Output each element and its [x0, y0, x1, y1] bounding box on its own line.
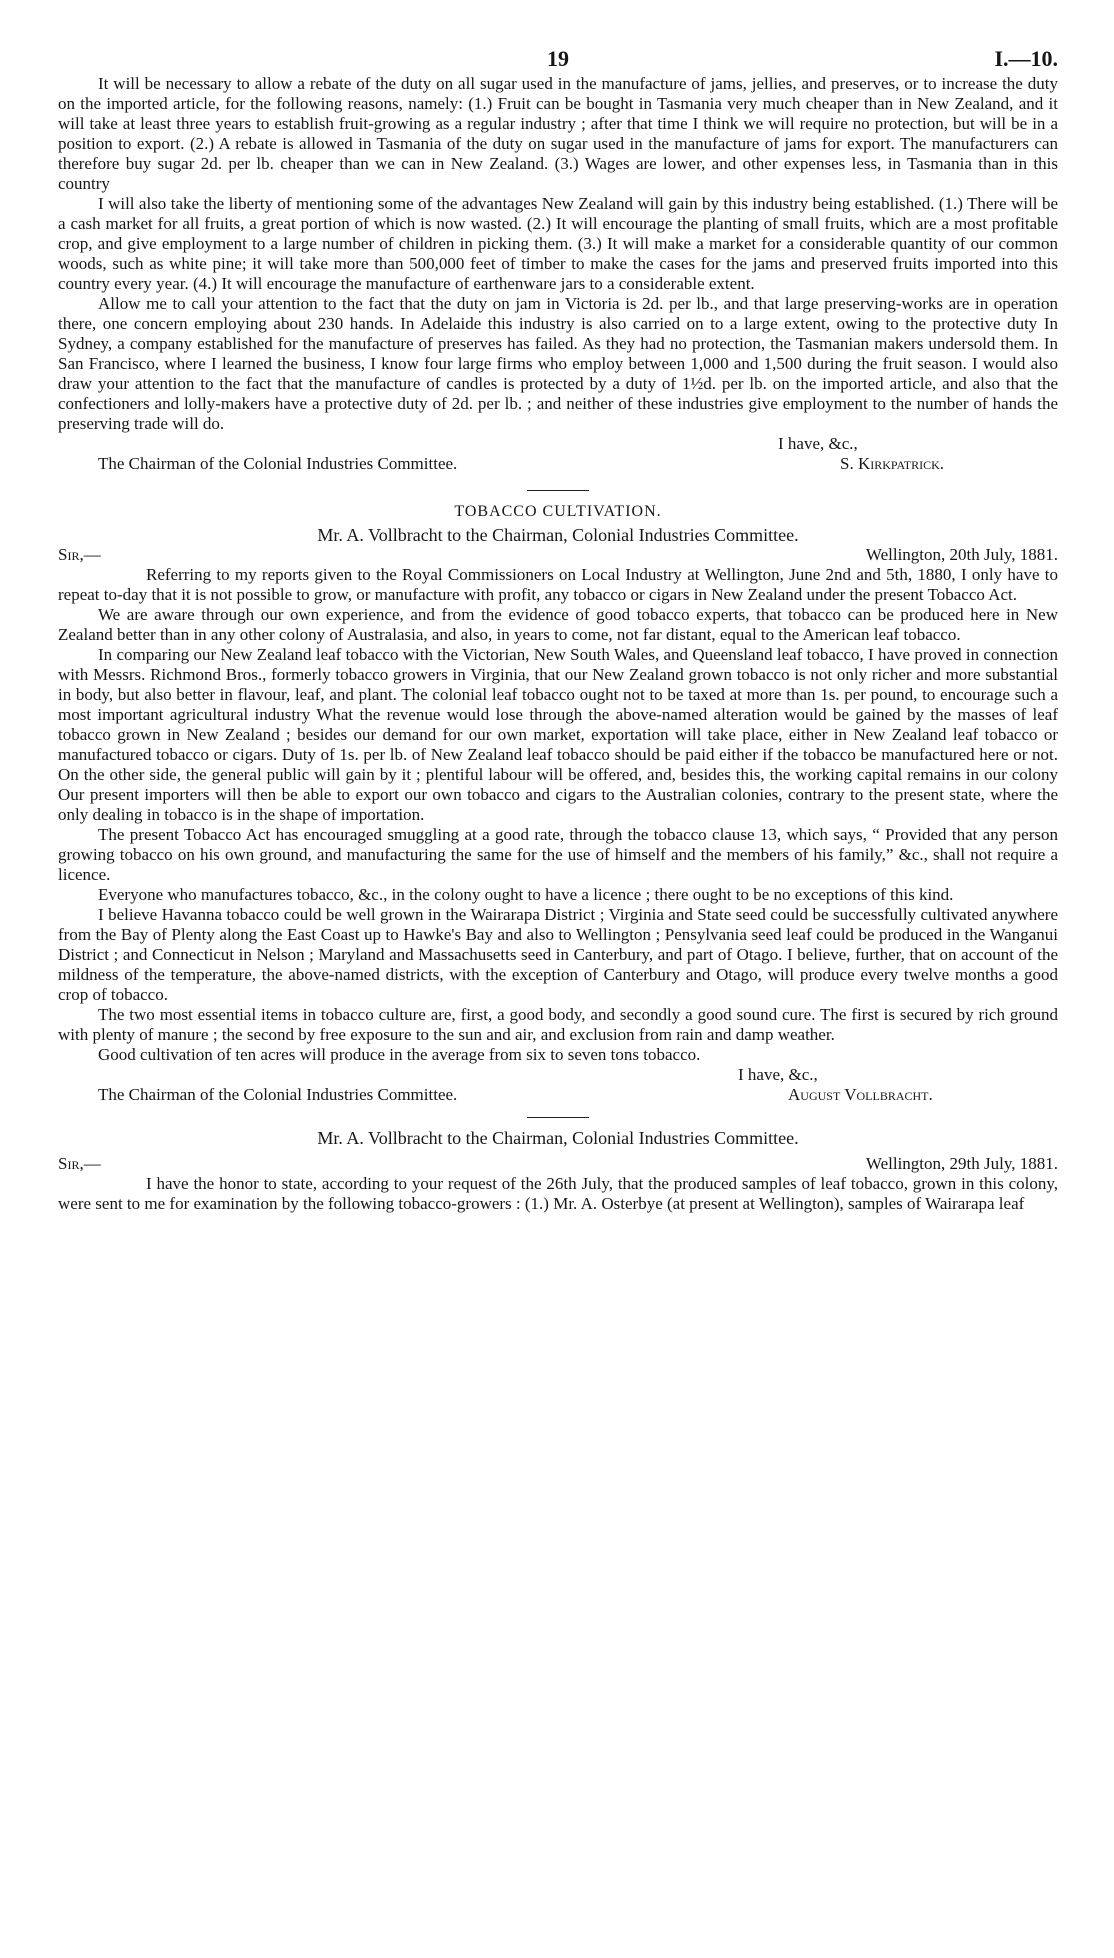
paragraph: I will also take the liberty of mentioning some of the advantages New Zealand will gain by this industry being established. (1.) There will be a cash market for all fruits, a great portion of which is now wasted. (2.) It will encourage the planting of small fruits, which are a most profitable crop, and give employment to a large number of children in picking them. (3.) It will make a market for a considerable quantity of our common woods, such as white pine; it will take more than 500,000 feet of timber to make the cases for the jams and preserved fruits imported into this country every year. (4.) It will encourage the manufacture of earthenware jars to a considerable extent. [58, 194, 1058, 293]
paragraph: The present Tobacco Act has encouraged smuggling at a good rate, through the tobacco clause 13, which says, “ Provided that any person growing tobacco on his own ground, and manufacturing the same for the use of himself and the members of his family,” &c., shall not require a licence. [58, 825, 1058, 884]
paragraph: Allow me to call your attention to the fact that the duty on jam in Victoria is 2d. per lb., and that large preserving-works are in operation there, one concern employing about 230 hands. In Adelaide this industry is also carried on to a large extent, owing to the protective duty In Sydney, a company established for the manufacture of preserves has failed. As they had no protection, the Tasmanian makers undersold them. In San Francisco, where I learned the business, I know four large firms who employ between 1,000 and 1,500 during the fruit season. I would also draw your attention to the fact that the manufacture of candles is protected by a duty of 1½d. per lb. on the imported article, and also that the confectioners and lolly-makers have a protective duty of 2d. per lb. ; and neither of these industries give employment to the number of hands the preserving trade will do. [58, 294, 1058, 433]
salutation-row [58, 545, 1058, 565]
paragraph: We are aware through our own experience, and from the evidence of good tobacco experts, that tobacco can be produced here in New Zealand better than in any other colony of Australasia, and also, in years to come, not far distant, equal to the American leaf tobacco. [58, 605, 1058, 644]
paragraph: Good cultivation of ten acres will produce in the average from six to seven tons tobacco. [98, 1045, 701, 1064]
section-divider [527, 1117, 589, 1118]
closing-line [58, 434, 1058, 454]
document-reference: I.—10. [994, 46, 1058, 71]
letter-from-line: Mr. A. Vollbracht to the Chairman, Colonial Industries Committee. [317, 1128, 799, 1148]
paragraph: I believe Havanna tobacco could be well grown in the Wairarapa District ; Virginia and State seed could be successfully cultivated anywhere from the Bay of Plenty along the East Coast up to Hawke's Bay and also to Wellington ; Pensylvania seed leaf could be produced in the Wanganui District ; and Connecticut in Nelson ; Maryland and Massachusetts seed in Canterbury, and part of Otago. I believe, further, that on account of the mildness of the temperature, the above-named districts, with the exception of Canterbury and Otago, will produce every twelve months a good crop of tobacco. [58, 905, 1058, 1004]
letter-date: Wellington, 20th July, 1881. [865, 545, 1058, 564]
section-title: TOBACCO CULTIVATION. [454, 503, 662, 520]
salutation-row [58, 1154, 1058, 1174]
signature-line [58, 454, 1058, 474]
salutation: Sir,— [58, 1154, 101, 1173]
signature-line [58, 1085, 1058, 1105]
page-header [58, 40, 1058, 74]
paragraph: Referring to my reports given to the Royal Commissioners on Local Industry at Wellington, June 2nd and 5th, 1880, I only have to repeat to-day that it is not possible to grow, or manufacture with profit, any tobacco or cigars in New Zealand under the present Tobacco Act. [58, 565, 1058, 604]
letter-vollbracht-1 [58, 545, 1058, 1105]
closing-line [58, 1065, 1058, 1085]
paragraph: I have the honor to state, according to your request of the 26th July, that the produced samples of leaf tobacco, grown in this colony, were sent to me for examination by the following tobacco-growers : (1.) Mr. A. Osterbye (at present at Wellington), samples of Wairarapa leaf [58, 1174, 1058, 1213]
addressee: The Chairman of the Colonial Industries Committee. [98, 454, 458, 473]
paragraph: The two most essential items in tobacco culture are, first, a good body, and secondly a good sound cure. The first is secured by rich ground with plenty of manure ; the second by free exposure to the sun and air, and exclusion from rain and damp weather. [58, 1005, 1058, 1044]
letter-date: Wellington, 29th July, 1881. [865, 1154, 1058, 1173]
closing: I have, &c., [738, 1065, 818, 1084]
paragraph: It will be necessary to allow a rebate of the duty on all sugar used in the manufacture of jams, jellies, and preserves, or to increase the duty on the imported article, for the following reasons, namely: (1.) Fruit can be bought in Tasmania very much cheaper than in New Zealand, and it will take at least three years to establish fruit-growing as a regular industry ; after that time I think we will require no protection, but will be in a position to export. (2.) A rebate is allowed in Tasmania of the duty on sugar used in the manufacture of jams for export. The manufacturers can therefore buy sugar 2d. per lb. cheaper than we can in New Zealand. (3.) Wages are lower, and other expenses less, in Tasmania than in this country [58, 74, 1058, 193]
paragraph: Everyone who manufactures tobacco, &c., in the colony ought to have a licence ; there ought to be no exceptions of this kind. [98, 885, 954, 904]
page-number: 19 [547, 46, 569, 71]
letter-vollbracht-2 [58, 1128, 1058, 1214]
signature: August Vollbracht. [788, 1085, 933, 1104]
document-page [58, 40, 1058, 1214]
signature: S. Kirkpatrick. [840, 454, 945, 473]
section-divider [527, 490, 589, 491]
salutation: Sir,— [58, 545, 101, 564]
letter-from-line: Mr. A. Vollbracht to the Chairman, Colonial Industries Committee. [317, 525, 799, 545]
paragraph: In comparing our New Zealand leaf tobacco with the Victorian, New South Wales, and Queensland leaf tobacco, I have proved in connection with Messrs. Richmond Bros., formerly tobacco growers in Virginia, that our New Zealand grown tobacco is not only richer and more substantial in body, but also better in flavour, leaf, and plant. The colonial leaf tobacco ought not to be taxed at more than 1s. per pound, to encourage such a most important agricultural industry What the revenue would lose through the above-named alteration would be gained by the masses of leaf tobacco grown in New Zealand ; besides our demand for our own market, exportation will take place, either in New Zealand leaf tobacco or manufactured tobacco or cigars. Duty of 1s. per lb. of New Zealand leaf tobacco should be paid either if the tobacco be manufactured here or not. On the other side, the general public will gain by it ; plentiful labour will be offered, and, besides this, the working capital remains in our colony Our present importers will then be able to export our own tobacco and cigars to the Australian colonies, contrary to the present state, where the only dealing in tobacco is in the shape of importation. [58, 645, 1058, 824]
letter-kirkpatrick [58, 74, 1058, 474]
closing: I have, &c., [778, 434, 858, 453]
addressee: The Chairman of the Colonial Industries Committee. [98, 1085, 458, 1104]
